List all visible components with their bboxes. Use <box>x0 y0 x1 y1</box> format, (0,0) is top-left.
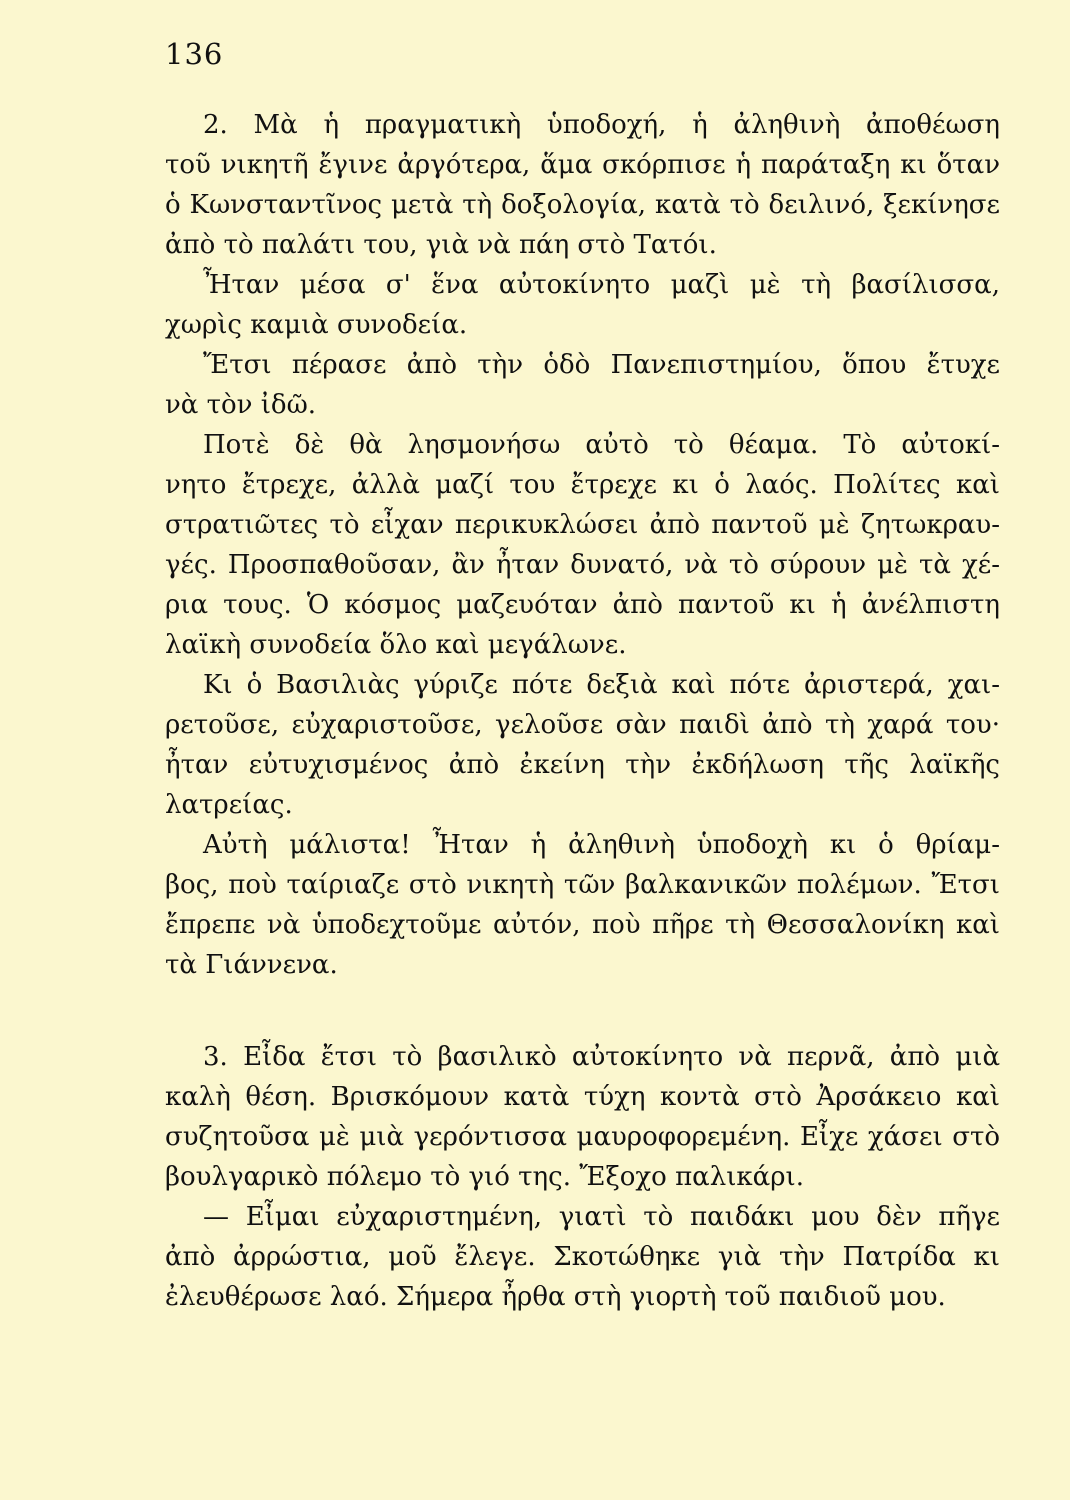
text-line: λαϊκὴ συνοδεία ὅλο καὶ μεγάλωνε. <box>165 630 627 660</box>
text-line: ἐλευθέρωσε λαό. Σήμερα ἦρθα στὴ γιορτὴ τοῦ παιδιοῦ μου. <box>165 1282 946 1312</box>
text-line: Ἔτσι πέρασε ἀπὸ τὴν ὁδὸ Πανεπιστημίου, ὅπου ἔτυχε <box>203 350 1000 380</box>
paragraph <box>165 665 1000 825</box>
text-line: νητο ἔτρεχε, ἀλλὰ μαζί του ἔτρεχε κι ὁ λαός. Πολίτες καὶ <box>165 470 1000 500</box>
text-line: συζητοῦσα μὲ μιὰ γερόντισσα μαυροφορεμένη. Εἶχε χάσει στὸ <box>165 1122 1000 1152</box>
text-line: λατρείας. <box>165 790 293 820</box>
paragraph <box>165 105 1000 265</box>
text-line: γές. Προσπαθοῦσαν, ἂν ἦταν δυνατό, νὰ τὸ σύρουν μὲ τὰ χέ- <box>165 550 1000 580</box>
paragraph <box>165 1037 1000 1197</box>
text-line: Ἦταν μέσα σ' ἕνα αὐτοκίνητο μαζὶ μὲ τὴ βασίλισσα, <box>203 270 1000 300</box>
text-line: καλὴ θέση. Βρισκόμουν κατὰ τύχη κοντὰ στὸ Ἀρσάκειο καὶ <box>165 1082 1000 1112</box>
text-line: ὁ Κωνσταντῖνος μετὰ τὴ δοξολογία, κατὰ τὸ δειλινό, ξεκίνησε <box>165 190 1000 220</box>
text-line: ἀπὸ ἀρρώστια, μοῦ ἔλεγε. Σκοτώθηκε γιὰ τὴν Πατρίδα κι <box>165 1242 1000 1272</box>
text-line: ἀπὸ τὸ παλάτι του, γιὰ νὰ πάη στὸ Τατόι. <box>165 230 717 260</box>
paragraph <box>165 265 1000 345</box>
text-line: 3. Εἶδα ἔτσι τὸ βασιλικὸ αὐτοκίνητο νὰ περνᾶ, ἀπὸ μιὰ <box>203 1042 1000 1072</box>
text-line: Κι ὁ Βασιλιὰς γύριζε πότε δεξιὰ καὶ πότε ἀριστερά, χαι- <box>203 670 1000 700</box>
body-text <box>165 105 1000 1317</box>
text-line: χωρὶς καμιὰ συνοδεία. <box>165 310 468 340</box>
text-line: ἦταν εὐτυχισμένος ἀπὸ ἐκείνη τὴν ἐκδήλωση τῆς λαϊκῆς <box>165 750 1000 780</box>
text-line: νὰ τὸν ἰδῶ. <box>165 390 317 420</box>
text-line: στρατιῶτες τὸ εἶχαν περικυκλώσει ἀπὸ παντοῦ μὲ ζητωκραυ- <box>165 510 1000 540</box>
text-line: τὰ Γιάννενα. <box>165 950 338 980</box>
paragraph <box>165 1197 1000 1317</box>
section-gap <box>165 985 1000 1037</box>
page-number: 136 <box>165 37 224 71</box>
text-line: βος, ποὺ ταίριαζε στὸ νικητὴ τῶν βαλκανικῶν πολέμων. Ἔτσι <box>165 870 1000 900</box>
text-line: ρετοῦσε, εὐχαριστοῦσε, γελοῦσε σὰν παιδὶ ἀπὸ τὴ χαρά του· <box>165 710 1000 740</box>
text-line: Ποτὲ δὲ θὰ λησμονήσω αὐτὸ τὸ θέαμα. Τὸ αὐτοκί- <box>203 430 1000 460</box>
text-line: ρια τους. Ὁ κόσμος μαζευόταν ἀπὸ παντοῦ κι ἡ ἀνέλπιστη <box>165 590 1000 620</box>
text-line: 2. Μὰ ἡ πραγματικὴ ὑποδοχή, ἡ ἀληθινὴ ἀποθέωση <box>203 110 1000 140</box>
text-line: Αὐτὴ μάλιστα! Ἦταν ἡ ἀληθινὴ ὑποδοχὴ κι ὁ θρίαμ- <box>203 830 1000 860</box>
text-line: τοῦ νικητῆ ἔγινε ἀργότερα, ἅμα σκόρπισε ἡ παράταξη κι ὅταν <box>165 150 1000 180</box>
paragraph <box>165 345 1000 425</box>
text-line: — Εἶμαι εὐχαριστημένη, γιατὶ τὸ παιδάκι μου δὲν πῆγε <box>203 1202 1000 1232</box>
paragraph <box>165 825 1000 985</box>
paragraph <box>165 425 1000 665</box>
text-line: βουλγαρικὸ πόλεμο τὸ γιό της. Ἔξοχο παλικάρι. <box>165 1162 804 1192</box>
text-line: ἔπρεπε νὰ ὑποδεχτοῦμε αὐτόν, ποὺ πῆρε τὴ Θεσσαλονίκη καὶ <box>165 910 1000 940</box>
